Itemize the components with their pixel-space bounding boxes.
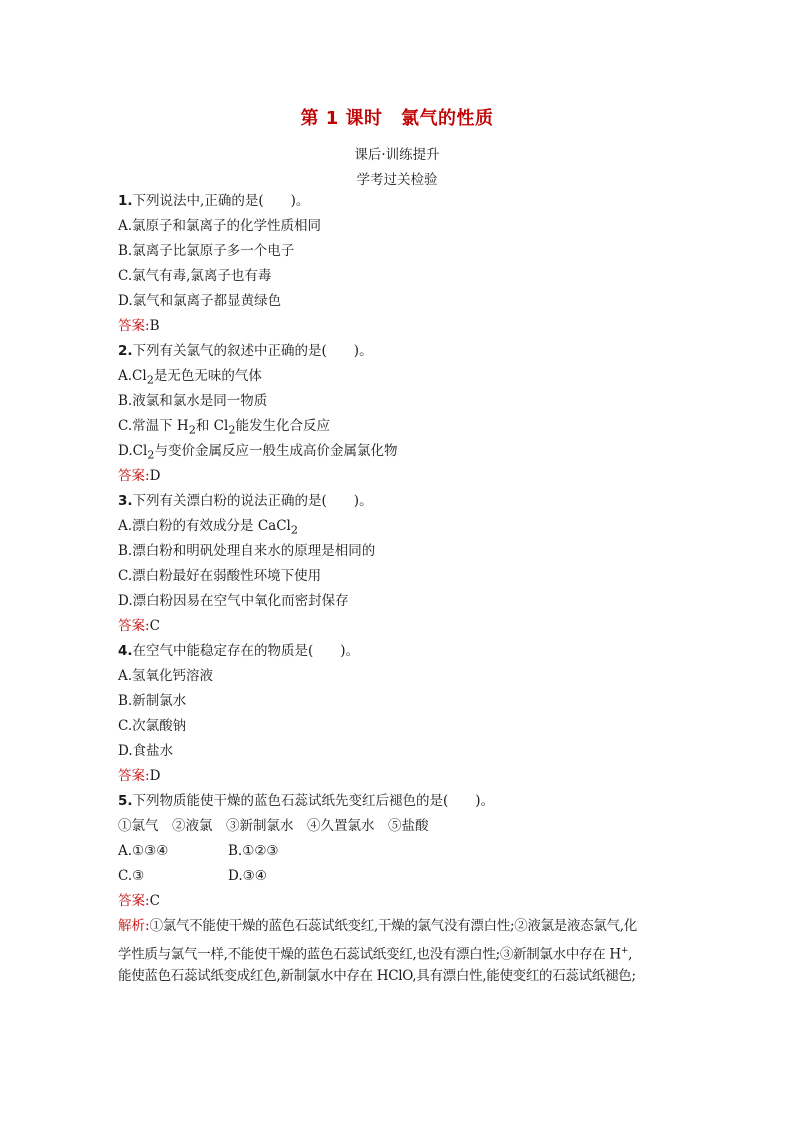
q5-option-b: B.①②③ (228, 843, 279, 859)
answer-label: 答案: (118, 893, 150, 909)
superscript: + (620, 946, 629, 956)
q1-option-a: A.氯原子和氯离子的化学性质相同 (118, 218, 322, 234)
q1-option-d: D.氯气和氯离子都显黄绿色 (118, 293, 282, 309)
subscript: 2 (290, 523, 299, 537)
question-5-stem (118, 789, 678, 814)
analysis-text: , (628, 946, 633, 963)
q2-option-d (118, 439, 678, 464)
section-subtitle: 课后·训练提升 (354, 147, 440, 163)
answer-label: 答案: (118, 618, 150, 634)
answer-value: C (149, 893, 160, 909)
q5-analysis-line-1 (118, 914, 678, 939)
subscript: 2 (146, 373, 154, 387)
question-text: 下列有关漂白粉的说法正确的是( )。 (132, 493, 373, 509)
q2-option-c (118, 414, 678, 439)
q5-option-d: D.③④ (228, 868, 267, 884)
subscript: 2 (147, 448, 155, 462)
answer-value: C (149, 618, 160, 634)
q5-options-row-2 (118, 864, 678, 889)
analysis-text: 学性质与氯气一样,不能使干燥的蓝色石蕊试纸变红,也没有漂白性;③新制氯水中存在 H (118, 946, 621, 963)
question-2-stem (118, 339, 678, 364)
question-4-stem (118, 639, 678, 664)
q3-answer (118, 614, 678, 639)
answer-value: D (149, 468, 161, 484)
question-text: 在空气中能稳定存在的物质是( )。 (132, 643, 360, 659)
question-number: 1. (118, 193, 133, 209)
q5-item-list: ①氯气 ②液氯 ③新制氯水 ④久置氯水 ⑤盐酸 (118, 818, 429, 834)
question-text: 下列物质能使干燥的蓝色石蕊试纸先变红后褪色的是( )。 (132, 793, 495, 809)
question-text: 下列说法中,正确的是( )。 (132, 193, 310, 209)
option-text: 与变价金属反应一般生成高价金属氯化物 (154, 443, 398, 459)
answer-value: D (149, 768, 161, 784)
question-3-stem (118, 489, 678, 514)
analysis-text: ①氯气不能使干燥的蓝色石蕊试纸变红,干燥的氯气没有漂白性;②液氯是液态氯气,化 (149, 918, 637, 934)
q5-answer (118, 889, 678, 914)
q4-option-b: B.新制氯水 (118, 693, 187, 709)
subscript: 2 (188, 423, 196, 437)
q4-option-d: D.食盐水 (118, 743, 174, 759)
q5-option-a: A.①③④ (118, 843, 169, 859)
question-text: 下列有关氯气的叙述中正确的是( )。 (132, 343, 373, 359)
answer-label: 答案: (118, 318, 150, 334)
q4-option-a: A.氢氧化钙溶液 (118, 668, 214, 684)
option-text: 能发生化合反应 (235, 418, 331, 434)
option-text: 是无色无味的气体 (153, 368, 262, 384)
q3-option-b: B.漂白粉和明矾处理自来水的原理是相同的 (118, 543, 376, 559)
answer-label: 答案: (118, 468, 150, 484)
question-number: 3. (118, 493, 133, 509)
answer-value: B (149, 318, 160, 334)
q5-options-row-1 (118, 839, 678, 864)
q3-option-c: C.漂白粉最好在弱酸性环境下使用 (118, 568, 322, 584)
question-1-stem (118, 189, 678, 214)
page-title: 第 1 课时 氯气的性质 (300, 108, 494, 129)
option-text: C.常温下 H (118, 418, 189, 434)
q5-analysis-line-3: 能使蓝色石蕊试纸变成红色,新制氯水中存在 HClO,具有漂白性,能使变红的石蕊试纸褪色; (118, 968, 636, 984)
question-number: 4. (118, 643, 133, 659)
analysis-label: 解析: (118, 918, 150, 934)
q3-option-a (118, 514, 678, 539)
q4-answer (118, 764, 678, 789)
option-text: 和 Cl (195, 418, 229, 434)
option-text: A.漂白粉的有效成分是 CaCl (118, 518, 291, 534)
q3-option-d: D.漂白粉因易在空气中氧化而密封保存 (118, 593, 349, 609)
question-number: 5. (118, 793, 133, 809)
q1-option-c: C.氯气有毒,氯离子也有毒 (118, 268, 272, 284)
q2-option-a (118, 364, 678, 389)
q2-answer (118, 464, 678, 489)
subscript: 2 (228, 423, 236, 437)
q2-option-b: B.液氯和氯水是同一物质 (118, 393, 268, 409)
q1-option-b: B.氯离子比氯原子多一个电子 (118, 243, 295, 259)
question-number: 2. (118, 343, 133, 359)
answer-label: 答案: (118, 768, 150, 784)
q5-analysis-line-2 (118, 939, 678, 964)
q5-option-c: C.③ (118, 868, 145, 884)
option-text: A.Cl (118, 368, 147, 384)
option-text: D.Cl (118, 443, 148, 459)
q4-option-c: C.次氯酸钠 (118, 718, 187, 734)
question-list (118, 189, 678, 989)
q1-answer (118, 314, 678, 339)
section-subheading: 学考过关检验 (356, 172, 438, 188)
